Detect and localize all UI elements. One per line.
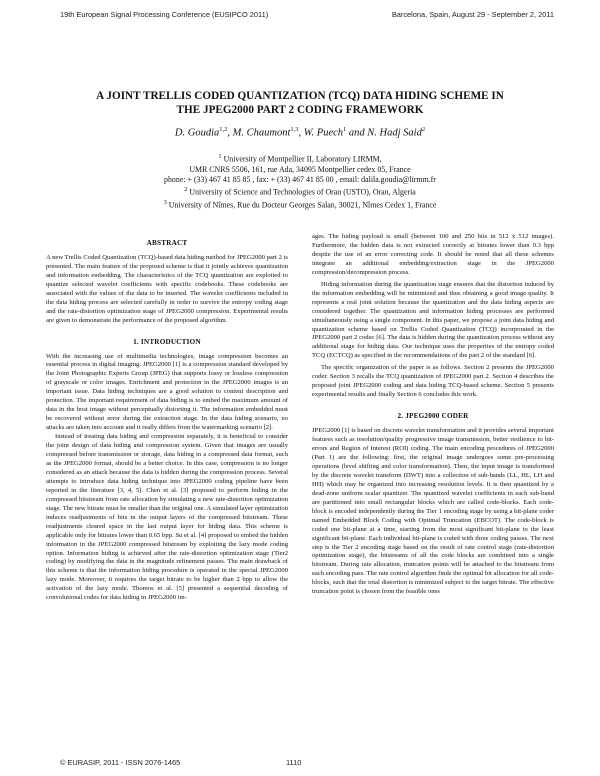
author-list <box>40 126 560 139</box>
right-column <box>312 233 554 597</box>
affil-sup: 3 <box>163 199 167 207</box>
affil-text: University of Montpellier II, Laboratory LIRMM, <box>221 154 382 164</box>
author-name: W. Puech <box>303 127 344 139</box>
author-affil-sup: 1,3 <box>290 126 299 133</box>
abstract-heading: ABSTRACT <box>146 239 188 247</box>
section-2-heading: 2. JPEG2000 CODER <box>397 412 469 421</box>
affil-text: University of Nîmes, Rue du Docteur Georges Salan, 30021, Nîmes Cedex 1, France <box>166 200 437 210</box>
affil-sup: 1 <box>218 153 222 160</box>
paragraph: JPEG2000 [1] is based on discrete wavelet transformation and it provides several important features such as resolution/quality progressive image transmission, better resilience to bit-errors and Region of Interest (ROI) coding. The main encoding procedures of JPEG2000 (Part 1) are the following: first, the original image undergoes some pre-processing operations (level shifting and color transformation). Then, the input image is transformed by the discrete wavelet transform (DWT) into a collection of sub-bands (LL, HL, LH and HH) which may be organized into increasing resolution levels. It is then quantized by a dead-zone uniform scalar quantizer. The quantized wavelet coefficients in each sub-band are partitioned into small rectangular blocks which are called code-blocks. Each code-block is encoded independently during the Tier 1 encoding stage by using a bit-plane coder named Embedded Block Coding with Optimal Truncation (EBCOT). The code-block is coded one bit-plane at a time, starting from the most significant bit-plane to the least significant bit-plane. Each individual bit-plane is coded with three coding passes. The next step is the Tier 2 encoding stage based on the result of rate control stage (rate-distortion optimization stage), the bitstreams of all the code blocks are combined into a single bitstream. During rate allocation, truncation points will be attached to the bitstream from each encoding pass. The rate control algorithm finds the optimal bit allocation for all code-blocks, such that the total distortion is minimized subject to the target bitrate. The effective truncation point is chosen from the feasible ones <box>312 427 554 596</box>
affiliation-line: UMR CNRS 5506, 161, rue Ada, 34095 Montpellier cedex 05, France <box>189 164 411 174</box>
affiliation-line <box>30 185 570 198</box>
paragraph: ages. The hiding payload is small (between 100 and 250 bits in 512 x 512 images). Furthermore, the hidden data is not extracted correctly at bitrates lower than 0.3 bpp despite the use of an error correcting code. It should be noted that all these schemes integrate an additional embedding/extraction stage in the JPEG2000 compression/decompression process. <box>312 233 554 276</box>
paragraph: Hiding information during the quantization stage ensures that the distortion induced by the information embedding will be minimized and thus obtaining a good image quality. It represents a real joint solution because the quantization and the data hiding aspects are considered together. The quantization and information hiding processes are performed simultaneously using a single component. In this paper, we propose a joint data hiding and quantization scheme based on Trellis Coded Quantization (TCQ) incorporated in the JPEG2000 part 2 codec [6]. The data is hidden during the quantization process without any additional stage for hiding data. Our technique uses the properties of the entropy coded TCQ (ECTCQ) as specified in the recommendations of the part 2 of the standard [6]. <box>312 280 554 360</box>
author-affil-sup: 1,2 <box>219 126 228 133</box>
author-name: D. Goudia <box>174 127 220 139</box>
author-name: M. Chaumont <box>232 127 291 139</box>
author-affil-sup: 1 <box>343 126 347 133</box>
author-separator: , <box>227 127 233 139</box>
copyright-footer: © EURASIP, 2011 - ISSN 2076-1465 <box>60 758 181 767</box>
paragraph: Instead of treating data hiding and compression separately, it is beneficial to consider the joint design of data hiding and compression system. Given that images are usually compressed before transmission or storage, data hiding in a compressed data format, such as the JPEG2000 format, should be a better choice. In this case, compression is no longer considered as an attack because the data is hidden during the compression process. Several attempts to introduce data hiding technique into JPEG2000 coding pipeline have been reported in the literature [3, 4, 5]. Chen et al. [3] proposed to perform hiding in the compressed bitstream from rate allocation by simulating a new rate-distortion optimization stage. The new bitrate must be smaller than the original one. A simulated layer optimization induces readjustments of bits in the output layers of the compressed bitstream. These readjustments cleared space in the last output layer for hiding data. This scheme is applicable only for bitrates lower than 0.65 bpp. Su et al. [4] proposed to embed the hidden information in the JPEG2000 compressed bitstream by exploiting the lazy mode coding option. Information hiding is achieved after the rate-distortion optimization stage (Tier2 coding) by modifying the data in the magnitude refinement passes. The main drawback of this scheme is that the information hiding procedure is operated in the special JPEG2000 lazy mode. Moreover, it requires the target bitrate to be higher than 2 bpp to allow the activation of the lazy mode. Thomos et al. [5] presented a sequential decoding of convolutional codes for data hiding in JPEG2000 im- <box>46 433 288 602</box>
paper-title <box>40 90 560 117</box>
page-number: 1110 <box>286 758 302 767</box>
abstract-paragraph: A new Trellis Coded Quantization (TCQ)-based data hiding method for JPEG2000 part 2 is presented. The main feature of the proposed scheme is that it jointly achieves quantization and information embedding. The characteristics of the TCQ quantization are exploited to quantize selected wavelet coefficients with specific codebooks. These codebooks are associated with the values of the data to be inserted. The wavelet coefficients included in the data hiding process are selected carefully in order to survive the entropy coding stage and the rate-distortion optimization stage of JPEG2000 compression. Experimental results are given to demonstrate the performance of the proposed algorithm. <box>46 253 288 324</box>
introduction-heading: 1. INTRODUCTION <box>133 337 201 346</box>
affiliation-line <box>30 152 570 165</box>
paragraph: With the increasing use of multimedia technologies, image compression becomes an essential process in digital imaging. JPEG2000 [1] is a compression standard developed by the Joint Photographic Experts Group (JPEG) that supports lossy or lossless compression of grayscale or color images. Enrichment and protection in the JPEG2000 images is an important issue. Data hiding techniques are a good solution to content description and protection. The important requirement of data hiding is to embed the maximum amount of data in the host image without perceptually distorting it. The information embedded must be recovered without error during the extraction stage. In the data hiding scenario, no attacks are taken into account and it really differs from the watermarking scenario [2]. <box>46 352 288 432</box>
paragraph: The specific organization of the paper is as follows. Section 2 presents the JPEG2000 coder. Section 3 recalls the TCQ quantization of JPEG2000 part 2. Section 4 describes the proposed joint JPEG2000 coding and data hiding TCQ-based scheme. Section 5 presents experimental results and finally Section 6 concludes this work. <box>312 364 554 399</box>
location-date-header: Barcelona, Spain, August 29 - September 2, 2011 <box>391 10 554 19</box>
conference-header: 19th European Signal Processing Conference (EUSIPCO 2011) <box>60 10 269 19</box>
title-line-2: THE JPEG2000 PART 2 CODING FRAMEWORK <box>176 103 424 116</box>
affiliations <box>30 152 570 211</box>
contact-line: phone: + (33) 467 41 85 85 , fax: + (33) 467 41 85 00 , email: dalila.goudia@lirmm.fr <box>164 175 436 185</box>
author-separator: and <box>346 127 368 139</box>
author-separator: , <box>298 127 304 139</box>
affil-text: University of Science and Technologies of Oran (USTO), Oran, Algeria <box>187 187 416 197</box>
title-line-1: A JOINT TRELLIS CODED QUANTIZATION (TCQ) DATA HIDING SCHEME IN <box>96 90 504 102</box>
author-name: N. Hadj Said <box>367 127 422 139</box>
author-affil-sup: 2 <box>421 126 426 133</box>
affil-sup: 2 <box>184 186 188 194</box>
affiliation-line <box>30 198 570 211</box>
left-column <box>46 233 288 603</box>
